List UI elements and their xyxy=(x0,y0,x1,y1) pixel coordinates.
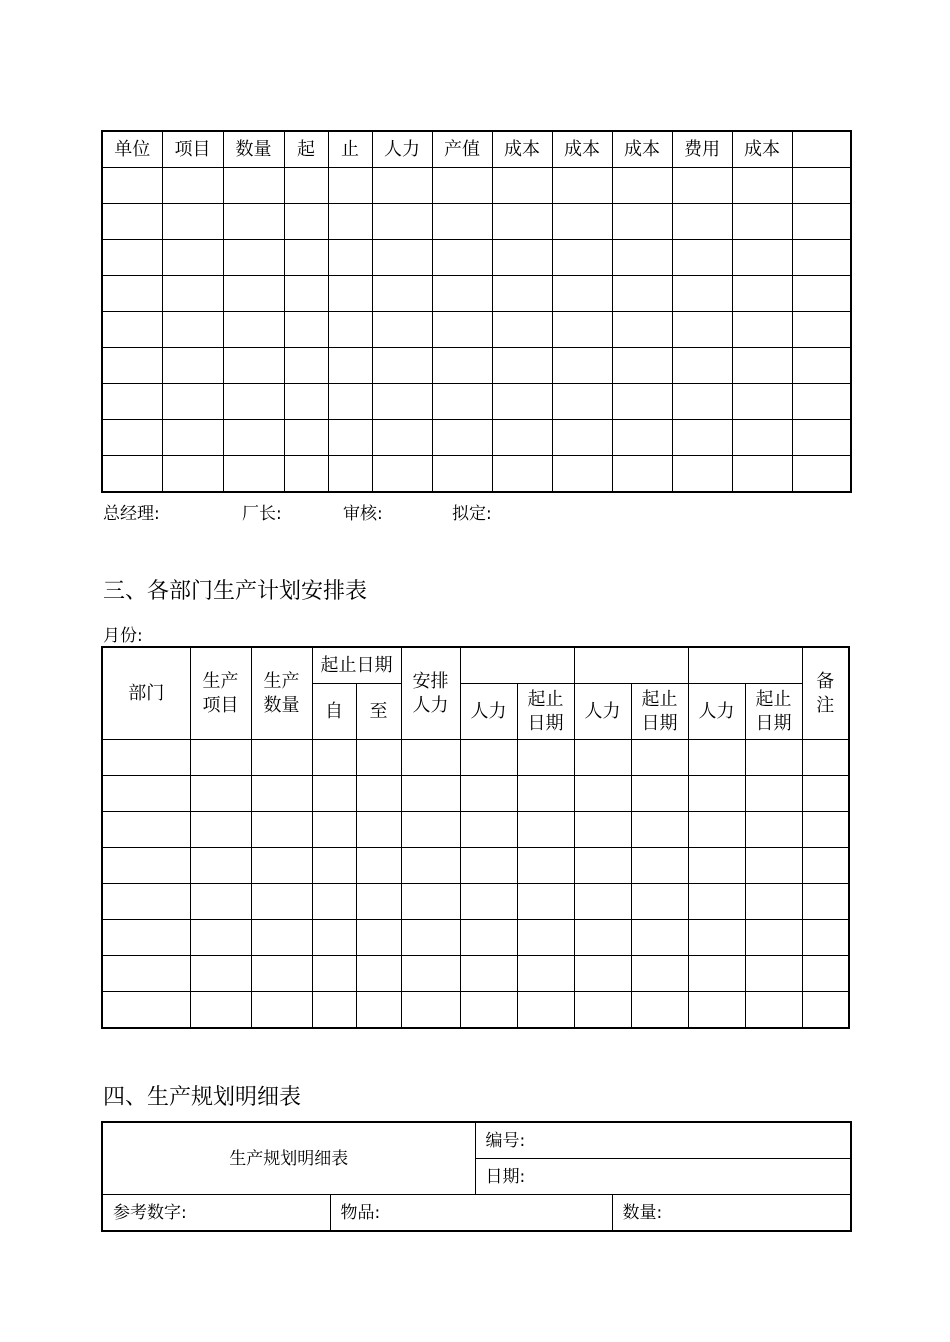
table-cell[interactable] xyxy=(612,456,672,493)
dept-header: 部门 xyxy=(102,647,190,740)
sub-dates-header xyxy=(745,684,802,740)
factory-head-label: 厂长: xyxy=(242,504,282,524)
table-cell[interactable] xyxy=(251,848,312,884)
table-cell[interactable] xyxy=(688,848,745,884)
table-cell[interactable] xyxy=(574,740,631,776)
table-cell[interactable] xyxy=(432,276,492,312)
table-cell[interactable] xyxy=(492,168,552,204)
to-header: 至 xyxy=(356,684,401,740)
table-cell[interactable] xyxy=(251,992,312,1029)
table-cell[interactable] xyxy=(432,384,492,420)
table-cell[interactable] xyxy=(672,384,732,420)
table-cell[interactable] xyxy=(688,812,745,848)
sub-dates-header xyxy=(631,684,688,740)
general-manager-label: 总经理: xyxy=(103,504,160,524)
table-cell[interactable] xyxy=(460,848,517,884)
table-cell[interactable] xyxy=(102,348,162,384)
table-cell[interactable] xyxy=(401,920,460,956)
table-cell[interactable] xyxy=(517,740,574,776)
table-cell[interactable] xyxy=(312,956,356,992)
production-detail-table xyxy=(101,1121,852,1232)
header-cell: 成本 xyxy=(492,131,552,168)
drafter-label: 拟定: xyxy=(452,504,492,524)
table-cell[interactable] xyxy=(517,776,574,812)
sub-manpower-header: 人力 xyxy=(460,684,517,740)
table-cell[interactable] xyxy=(223,456,284,493)
table-cell[interactable] xyxy=(612,384,672,420)
table-cell[interactable] xyxy=(631,848,688,884)
table-cell[interactable] xyxy=(672,456,732,493)
table-cell[interactable] xyxy=(372,420,432,456)
table-cell[interactable] xyxy=(792,312,851,348)
table-cell[interactable] xyxy=(284,456,328,493)
cost-table-row xyxy=(102,420,851,456)
cost-table-row xyxy=(102,384,851,420)
table-cell[interactable] xyxy=(672,276,732,312)
table-cell[interactable] xyxy=(102,776,190,812)
table-cell[interactable] xyxy=(328,276,372,312)
table-cell[interactable] xyxy=(552,276,612,312)
table-cell[interactable] xyxy=(732,204,792,240)
table-cell[interactable] xyxy=(190,740,251,776)
table-cell[interactable] xyxy=(223,240,284,276)
table-cell[interactable] xyxy=(190,920,251,956)
table-cell[interactable] xyxy=(223,168,284,204)
dept-plan-row xyxy=(102,848,849,884)
table-cell[interactable] xyxy=(732,420,792,456)
table-cell[interactable] xyxy=(631,920,688,956)
item-header-text: 生产项目 xyxy=(202,670,239,716)
dept-plan-row xyxy=(102,956,849,992)
table-cell[interactable] xyxy=(492,312,552,348)
table-cell[interactable] xyxy=(792,348,851,384)
table-cell[interactable] xyxy=(745,920,802,956)
table-cell[interactable] xyxy=(432,168,492,204)
table-cell[interactable] xyxy=(460,740,517,776)
table-cell[interactable] xyxy=(401,812,460,848)
table-cell[interactable] xyxy=(162,276,223,312)
table-cell[interactable] xyxy=(312,812,356,848)
dept-plan-row xyxy=(102,920,849,956)
table-cell[interactable] xyxy=(328,348,372,384)
table-cell[interactable] xyxy=(612,204,672,240)
table-cell[interactable] xyxy=(102,240,162,276)
number-field: 编号: xyxy=(475,1122,851,1159)
table-cell[interactable] xyxy=(612,240,672,276)
group-header-3 xyxy=(688,647,802,684)
table-cell[interactable] xyxy=(631,884,688,920)
table-cell[interactable] xyxy=(102,956,190,992)
table-cell[interactable] xyxy=(372,204,432,240)
header-cell: 单位 xyxy=(102,131,162,168)
table-cell[interactable] xyxy=(792,276,851,312)
table-cell[interactable] xyxy=(792,204,851,240)
table-cell[interactable] xyxy=(102,384,162,420)
table-cell[interactable] xyxy=(102,848,190,884)
table-cell[interactable] xyxy=(745,992,802,1029)
table-cell[interactable] xyxy=(802,884,849,920)
table-cell[interactable] xyxy=(672,420,732,456)
table-cell[interactable] xyxy=(284,348,328,384)
table-cell[interactable] xyxy=(284,240,328,276)
table-cell[interactable] xyxy=(732,168,792,204)
item-field: 物品: xyxy=(330,1195,612,1232)
remark-header xyxy=(802,647,849,740)
table-cell[interactable] xyxy=(802,740,849,776)
sub-dates-header-text: 起止日期 xyxy=(755,688,792,734)
dept-plan-row xyxy=(102,776,849,812)
table-cell[interactable] xyxy=(492,240,552,276)
table-cell[interactable] xyxy=(792,168,851,204)
table-cell[interactable] xyxy=(102,312,162,348)
table-cell[interactable] xyxy=(460,956,517,992)
date-field: 日期: xyxy=(475,1159,851,1195)
table-cell[interactable] xyxy=(745,776,802,812)
table-cell[interactable] xyxy=(631,956,688,992)
dept-plan-row xyxy=(102,812,849,848)
table-cell[interactable] xyxy=(732,276,792,312)
table-cell[interactable] xyxy=(102,204,162,240)
table-cell[interactable] xyxy=(745,848,802,884)
manpower-header xyxy=(401,647,460,740)
sub-manpower-header: 人力 xyxy=(688,684,745,740)
item-header xyxy=(190,647,251,740)
table-cell[interactable] xyxy=(574,920,631,956)
group-header-2 xyxy=(574,647,688,684)
table-cell[interactable] xyxy=(223,348,284,384)
table-cell[interactable] xyxy=(745,884,802,920)
table-cell[interactable] xyxy=(356,812,401,848)
table-cell[interactable] xyxy=(162,240,223,276)
table-cell[interactable] xyxy=(574,776,631,812)
table-cell[interactable] xyxy=(631,812,688,848)
table-cell[interactable] xyxy=(190,812,251,848)
table-cell[interactable] xyxy=(223,312,284,348)
table-cell[interactable] xyxy=(251,884,312,920)
table-cell[interactable] xyxy=(328,456,372,493)
table-cell[interactable] xyxy=(460,884,517,920)
table-cell[interactable] xyxy=(432,456,492,493)
header-cell: 费用 xyxy=(672,131,732,168)
table-cell[interactable] xyxy=(356,992,401,1029)
table-cell[interactable] xyxy=(732,312,792,348)
table-cell[interactable] xyxy=(492,348,552,384)
table-cell[interactable] xyxy=(688,956,745,992)
table-cell[interactable] xyxy=(401,776,460,812)
table-cell[interactable] xyxy=(552,384,612,420)
table-cell[interactable] xyxy=(102,276,162,312)
cost-table-row xyxy=(102,348,851,384)
table-cell[interactable] xyxy=(223,384,284,420)
table-cell[interactable] xyxy=(612,348,672,384)
table-cell[interactable] xyxy=(612,276,672,312)
table-cell[interactable] xyxy=(672,168,732,204)
table-cell[interactable] xyxy=(401,848,460,884)
table-cell[interactable] xyxy=(745,812,802,848)
table-cell[interactable] xyxy=(162,384,223,420)
table-cell[interactable] xyxy=(356,884,401,920)
table-cell[interactable] xyxy=(284,384,328,420)
table-cell[interactable] xyxy=(460,920,517,956)
table-cell[interactable] xyxy=(517,848,574,884)
header-cell: 成本 xyxy=(732,131,792,168)
sub-dates-header-text: 起止日期 xyxy=(641,688,678,734)
qty-header xyxy=(251,647,312,740)
table-cell[interactable] xyxy=(517,956,574,992)
table-cell[interactable] xyxy=(517,920,574,956)
table-cell[interactable] xyxy=(688,920,745,956)
table-cell[interactable] xyxy=(312,920,356,956)
table-cell[interactable] xyxy=(372,384,432,420)
header-cell: 数量 xyxy=(223,131,284,168)
table-cell[interactable] xyxy=(401,740,460,776)
cost-table-header xyxy=(102,131,851,168)
table-cell[interactable] xyxy=(802,956,849,992)
table-cell[interactable] xyxy=(401,884,460,920)
table-cell[interactable] xyxy=(574,848,631,884)
table-cell[interactable] xyxy=(517,812,574,848)
table-cell[interactable] xyxy=(517,992,574,1029)
manpower-header-text: 安排人力 xyxy=(412,670,449,716)
section4-title: 四、生产规划明细表 xyxy=(103,1085,302,1110)
table-cell[interactable] xyxy=(552,348,612,384)
table-cell[interactable] xyxy=(102,740,190,776)
table-cell[interactable] xyxy=(284,204,328,240)
table-cell[interactable] xyxy=(356,956,401,992)
cost-table-row xyxy=(102,456,851,493)
table-cell[interactable] xyxy=(574,992,631,1029)
dept-plan-row xyxy=(102,884,849,920)
table-cell[interactable] xyxy=(372,168,432,204)
table-cell[interactable] xyxy=(251,812,312,848)
dates-header: 起止日期 xyxy=(312,647,401,684)
detail-table-title: 生产规划明细表 xyxy=(102,1122,475,1195)
table-cell[interactable] xyxy=(802,776,849,812)
table-cell[interactable] xyxy=(312,776,356,812)
table-cell[interactable] xyxy=(745,740,802,776)
header-cell: 项目 xyxy=(162,131,223,168)
table-cell[interactable] xyxy=(328,384,372,420)
table-cell[interactable] xyxy=(802,812,849,848)
table-cell[interactable] xyxy=(672,204,732,240)
table-cell[interactable] xyxy=(162,456,223,493)
table-cell[interactable] xyxy=(312,740,356,776)
table-cell[interactable] xyxy=(251,776,312,812)
table-cell[interactable] xyxy=(284,276,328,312)
table-cell[interactable] xyxy=(190,776,251,812)
table-cell[interactable] xyxy=(190,884,251,920)
dept-plan-table xyxy=(101,646,850,1029)
table-cell[interactable] xyxy=(312,884,356,920)
table-cell[interactable] xyxy=(612,420,672,456)
table-cell[interactable] xyxy=(312,848,356,884)
cost-table-row xyxy=(102,240,851,276)
table-cell[interactable] xyxy=(552,312,612,348)
table-cell[interactable] xyxy=(162,348,223,384)
table-cell[interactable] xyxy=(492,420,552,456)
table-cell[interactable] xyxy=(552,168,612,204)
table-cell[interactable] xyxy=(102,812,190,848)
table-cell[interactable] xyxy=(223,420,284,456)
table-cell[interactable] xyxy=(552,456,612,493)
group-header-1 xyxy=(460,647,574,684)
table-cell[interactable] xyxy=(688,884,745,920)
table-cell[interactable] xyxy=(688,992,745,1029)
dept-plan-row xyxy=(102,740,849,776)
cost-table-row xyxy=(102,168,851,204)
table-cell[interactable] xyxy=(688,776,745,812)
table-cell[interactable] xyxy=(162,420,223,456)
table-cell[interactable] xyxy=(802,848,849,884)
section3-title: 三、各部门生产计划安排表 xyxy=(103,579,368,604)
table-cell[interactable] xyxy=(190,956,251,992)
sub-manpower-header: 人力 xyxy=(574,684,631,740)
table-cell[interactable] xyxy=(372,456,432,493)
table-cell[interactable] xyxy=(574,956,631,992)
header-cell: 人力 xyxy=(372,131,432,168)
table-cell[interactable] xyxy=(312,992,356,1029)
table-cell[interactable] xyxy=(631,740,688,776)
table-cell[interactable] xyxy=(460,776,517,812)
cost-table-row xyxy=(102,276,851,312)
table-cell[interactable] xyxy=(356,740,401,776)
cost-table xyxy=(101,130,852,493)
table-cell[interactable] xyxy=(492,276,552,312)
table-cell[interactable] xyxy=(802,920,849,956)
table-cell[interactable] xyxy=(102,920,190,956)
table-cell[interactable] xyxy=(356,776,401,812)
table-cell[interactable] xyxy=(492,456,552,493)
table-cell[interactable] xyxy=(102,168,162,204)
table-cell[interactable] xyxy=(401,956,460,992)
table-cell[interactable] xyxy=(432,312,492,348)
table-cell[interactable] xyxy=(328,420,372,456)
table-cell[interactable] xyxy=(792,240,851,276)
table-cell[interactable] xyxy=(432,420,492,456)
table-cell[interactable] xyxy=(792,456,851,493)
table-cell[interactable] xyxy=(612,168,672,204)
sub-dates-header xyxy=(517,684,574,740)
table-cell[interactable] xyxy=(802,992,849,1029)
table-cell[interactable] xyxy=(328,168,372,204)
quantity-field: 数量: xyxy=(612,1195,851,1232)
table-cell[interactable] xyxy=(162,168,223,204)
dept-plan-row xyxy=(102,992,849,1029)
reviewer-label: 审核: xyxy=(343,504,383,524)
table-cell[interactable] xyxy=(688,740,745,776)
table-cell[interactable] xyxy=(792,420,851,456)
header-cell: 成本 xyxy=(612,131,672,168)
header-cell: 成本 xyxy=(552,131,612,168)
header-cell xyxy=(792,131,851,168)
table-cell[interactable] xyxy=(223,276,284,312)
table-cell[interactable] xyxy=(672,312,732,348)
table-cell[interactable] xyxy=(251,920,312,956)
table-cell[interactable] xyxy=(356,920,401,956)
table-cell[interactable] xyxy=(372,276,432,312)
table-cell[interactable] xyxy=(356,848,401,884)
table-cell[interactable] xyxy=(372,240,432,276)
table-cell[interactable] xyxy=(732,384,792,420)
table-cell[interactable] xyxy=(432,348,492,384)
table-cell[interactable] xyxy=(190,848,251,884)
table-cell[interactable] xyxy=(574,884,631,920)
table-cell[interactable] xyxy=(460,992,517,1029)
month-label: 月份: xyxy=(103,626,143,646)
table-cell[interactable] xyxy=(732,348,792,384)
table-cell[interactable] xyxy=(492,204,552,240)
table-cell[interactable] xyxy=(162,312,223,348)
sub-dates-header-text: 起止日期 xyxy=(527,688,564,734)
remark-header-text: 备注 xyxy=(816,670,835,716)
table-cell[interactable] xyxy=(372,348,432,384)
table-cell[interactable] xyxy=(492,384,552,420)
cost-table-row xyxy=(102,204,851,240)
table-cell[interactable] xyxy=(162,204,223,240)
header-cell: 起 xyxy=(284,131,328,168)
table-cell[interactable] xyxy=(552,204,612,240)
table-cell[interactable] xyxy=(102,420,162,456)
table-cell[interactable] xyxy=(732,240,792,276)
header-cell: 产值 xyxy=(432,131,492,168)
table-cell[interactable] xyxy=(574,812,631,848)
cost-table-row xyxy=(102,312,851,348)
qty-header-text: 生产数量 xyxy=(263,670,300,716)
table-cell[interactable] xyxy=(552,240,612,276)
table-cell[interactable] xyxy=(432,204,492,240)
table-cell[interactable] xyxy=(401,992,460,1029)
table-cell[interactable] xyxy=(460,812,517,848)
table-cell[interactable] xyxy=(672,240,732,276)
table-cell[interactable] xyxy=(631,776,688,812)
header-cell: 止 xyxy=(328,131,372,168)
table-cell[interactable] xyxy=(251,740,312,776)
ref-number-field: 参考数字: xyxy=(102,1195,330,1232)
table-cell[interactable] xyxy=(792,384,851,420)
from-header: 自 xyxy=(312,684,356,740)
table-cell[interactable] xyxy=(745,956,802,992)
table-cell[interactable] xyxy=(631,992,688,1029)
table-cell[interactable] xyxy=(612,312,672,348)
table-cell[interactable] xyxy=(517,884,574,920)
table-cell[interactable] xyxy=(328,312,372,348)
table-cell[interactable] xyxy=(432,240,492,276)
table-cell[interactable] xyxy=(732,456,792,493)
table-cell[interactable] xyxy=(190,992,251,1029)
table-cell[interactable] xyxy=(328,240,372,276)
table-cell[interactable] xyxy=(102,456,162,493)
table-cell[interactable] xyxy=(372,312,432,348)
table-cell[interactable] xyxy=(284,420,328,456)
table-cell[interactable] xyxy=(102,992,190,1029)
table-cell[interactable] xyxy=(552,420,612,456)
table-cell[interactable] xyxy=(328,204,372,240)
table-cell[interactable] xyxy=(223,204,284,240)
table-cell[interactable] xyxy=(102,884,190,920)
table-cell[interactable] xyxy=(284,312,328,348)
table-cell[interactable] xyxy=(284,168,328,204)
table-cell[interactable] xyxy=(672,348,732,384)
table-cell[interactable] xyxy=(251,956,312,992)
